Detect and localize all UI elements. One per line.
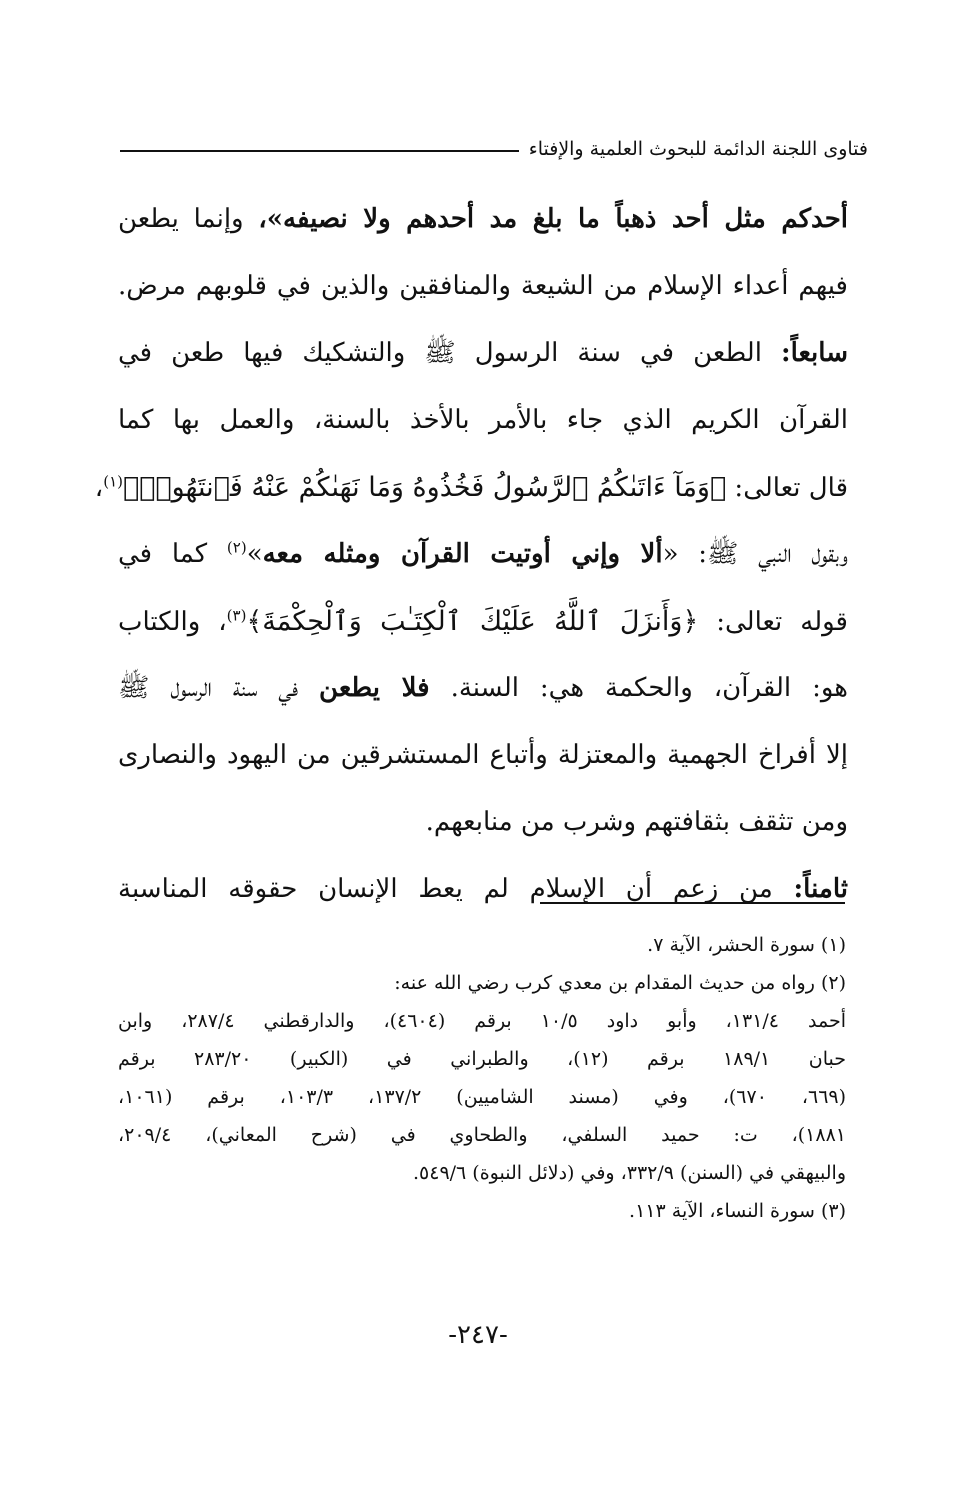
footnote-2-line-4: (٦٦٩، ٦٧٠)، وفي (مسند الشاميين) ١٣٧/٢، ١٠٣/٣، برقم (١٠٦١، <box>118 1086 847 1108</box>
footnote-2-line-3: حبان ١٨٩/١ برقم (١٢)، والطبراني في (الكبير) ٢٨٣/٢٠ برقم <box>118 1048 846 1070</box>
text-line-8 <box>118 655 848 722</box>
hadith-quote: ألا وإني أوتيت القرآن ومثله معه <box>262 539 663 569</box>
text-line-10: ومن تثقف بثقافتهم وشرب من منابعهم. <box>425 807 848 837</box>
footnote-2-line-5: ١٨٨١)، ت: حميد السلفي، والطحاوي في (شرح المعاني)، ٢٠٩/٤، <box>118 1124 846 1146</box>
text-line-2: فيهم أعداء الإسلام من الشيعة والمنافقين والذين في قلوبهم مرض. <box>118 271 848 301</box>
text-line-5 <box>94 454 848 521</box>
quran-verse-nisa: ﴿وَأَنزَلَ ٱللَّهُ عَلَيْكَ ٱلْكِتَـٰبَ وَٱلْحِكْمَةَ﴾ <box>246 606 699 637</box>
text-fragment: قال تعالى: <box>726 473 848 503</box>
running-header <box>120 132 868 166</box>
text-fragment: كما في <box>118 539 227 569</box>
header-title: فتاوى اللجنة الدائمة للبحوث العلمية والإفتاء <box>528 138 868 160</box>
text-line-4: القرآن الكريم الذي جاء بالأمر بالأخذ بالسنة، والعمل بها كما <box>118 405 848 435</box>
quran-verse-hashr: ﴿وَمَآ ءَاتَىٰكُمُ ٱلرَّسُولُ فَخُذُوهُ وَمَا نَهَىٰكُمْ عَنْهُ فَٱنتَهُوا۟﴾ <box>122 472 727 503</box>
text-line-1 <box>118 186 848 253</box>
main-text <box>94 186 848 923</box>
footnote-separator <box>540 902 845 904</box>
text-fragment: من زعم أن الإسلام لم يعط الإنسان حقوقه المناسبة <box>118 874 794 904</box>
footnote-ref-3: (٣) <box>226 606 247 625</box>
footnote-3: (٣) سورة النساء، الآية ١١٣. <box>629 1200 846 1222</box>
footnotes <box>118 926 846 1230</box>
text-fragment: هو: القرآن، والحكمة هي: السنة. <box>429 673 848 703</box>
footnote-ref-2: (٢) <box>226 538 247 557</box>
text-fragment: ، <box>94 473 104 503</box>
emphasis: فلا يطعن <box>319 673 430 703</box>
text-line-7 <box>118 588 848 655</box>
footnote-2-line-2: أحمد ١٣١/٤، وأبو داود ١٠/٥ برقم (٤٦٠٤)، والدارقطني ٢٨٧/٤، وابن <box>118 1010 846 1032</box>
header-rule <box>120 150 519 152</box>
hadith-quote-end: أحدكم مثل أحد ذهباً ما بلغ مد أحدهم ولا نصيفه»، <box>258 204 848 234</box>
text-fragment: الطعن في سنة الرسول ﷺ والتشكيك فيها طعن في <box>118 338 781 368</box>
footnote-2: (٢) رواه من حديث المقدام بن معدي كرب رضي الله عنه: <box>394 972 846 994</box>
text-fragment: في سنة الرسول ﷺ <box>118 673 320 703</box>
text-line-9: إلا أفراخ الجهمية والمعتزلة وأتباع المستشرقين من اليهود والنصارى <box>118 740 848 770</box>
text-fragment: وإنما يطعن <box>118 204 259 234</box>
text-fragment: وبقول النبي ﷺ: « <box>662 539 848 569</box>
footnote-1: (١) سورة الحشر، الآية ٧. <box>647 934 846 956</box>
point-eight-label: ثامناً: <box>793 874 848 904</box>
footnote-2-line-6: والبيهقي في (السنن) ٣٣٢/٩، وفي (دلائل النبوة) ٥٤٩/٦. <box>412 1162 846 1184</box>
text-line-6 <box>118 521 848 588</box>
quote-close: » <box>246 539 263 569</box>
text-line-3 <box>118 320 848 387</box>
text-line-11 <box>118 856 848 923</box>
text-fragment: قوله تعالى: <box>698 607 848 637</box>
page-number: -٢٤٧- <box>448 1320 508 1350</box>
text-fragment: ، والكتاب <box>118 607 227 637</box>
point-seven-label: سابعاً: <box>780 338 848 368</box>
footnote-ref-1: (١) <box>103 472 123 491</box>
